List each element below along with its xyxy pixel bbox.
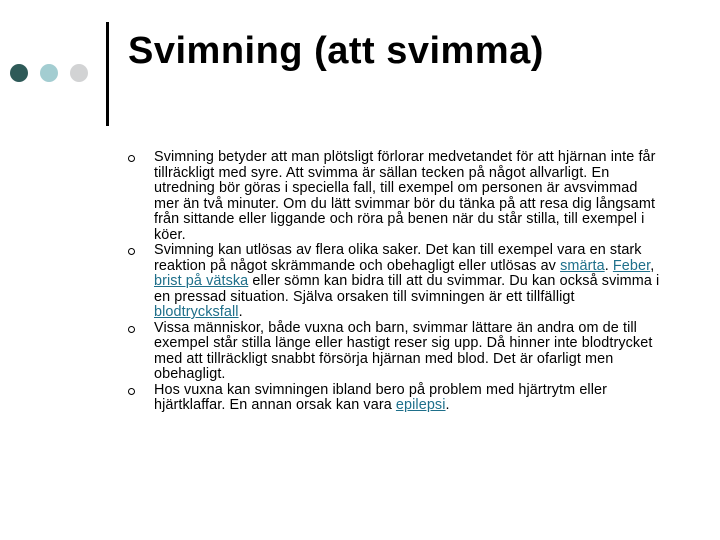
bullet-item [128,150,663,243]
text-segment: eller sömn kan bidra till att du svimmar. Du kan också svimma i en pressad situation. Själva orsaken till svimningen är ett tillfälligt [154,273,660,305]
dark-teal-dot [10,64,28,82]
ring-bullet-icon [128,248,135,255]
bullet-text [154,242,659,320]
slide-title: Svimning (att svimma) [128,30,544,72]
bullet-text [154,149,656,243]
decorative-dots [10,64,94,84]
bullet-list [128,150,663,414]
text-segment: Svimning betyder att man plötsligt förlorar medvetandet för att hjärnan inte får tillräckligt med syre. Att svimma är sällan tecken på något allvarligt. En utredning bör göras i speciella fall, till exempel om personen är avsvimmad mer än två minuter. Om du lätt svimmar bör du tänka på att resa dig långsamt från sittande eller liggande och röra på benen när du står stilla, till exempel i köer. [154,149,656,243]
text-segment: , [650,257,655,274]
link-epilepsi[interactable]: epilepsi [395,397,446,413]
link-brist-pa-vatska[interactable]: brist på vätska [154,273,249,289]
text-segment: . [445,397,450,413]
bullet-text [154,320,652,383]
link-feber[interactable]: Feber [612,257,651,274]
link-smarta[interactable]: smärta [560,257,605,274]
light-teal-dot [40,64,58,82]
link-blodtrycksfall[interactable]: blodtrycksfall [154,304,239,320]
text-segment: Hos vuxna kan svimningen ibland bero på problem med hjärtrytm eller hjärtklaffar. En annan orsak kan vara [154,381,608,413]
text-segment: Vissa människor, både vuxna och barn, svimmar lättare än andra om de till exempel står stilla länge eller hastigt reser sig upp. Då hinner inte blodtrycket med att tillräckligt snabbt försörja hjärnan med blod. Det är ofarligt men obehagligt. [154,319,653,382]
bullet-item [128,383,663,414]
gray-dot [70,64,88,82]
ring-bullet-icon [128,326,135,333]
ring-bullet-icon [128,388,135,395]
text-segment: . [238,304,243,320]
text-segment: . [604,257,613,274]
vertical-divider [106,22,109,126]
bullet-text [154,382,607,414]
bullet-item [128,321,663,383]
bullet-item [128,243,663,321]
ring-bullet-icon [128,155,135,162]
text-segment: Svimning kan utlösas av flera olika saker. Det kan till exempel vara en stark reaktion på något skrämmande och obehagligt eller utlösas av [154,242,642,274]
